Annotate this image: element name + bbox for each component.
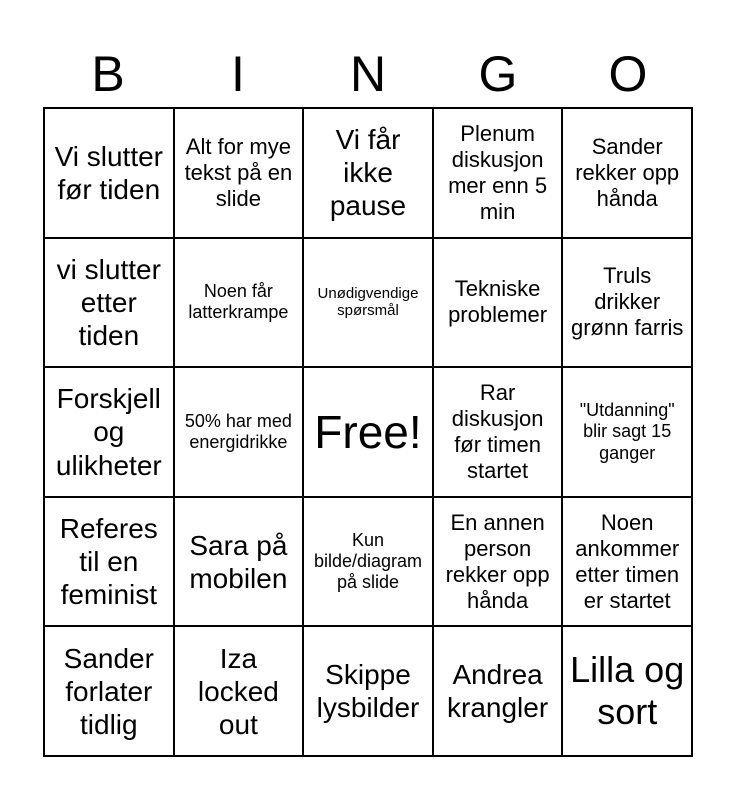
bingo-cell[interactable] (303, 108, 433, 238)
cell-text: Andrea krangler (447, 659, 549, 724)
cell-text: Sara på mobilen (189, 529, 288, 594)
bingo-cell[interactable] (44, 367, 174, 497)
bingo-cell[interactable] (174, 497, 304, 627)
bingo-cell[interactable] (562, 497, 692, 627)
cell-text: Noen ankommer etter timen er startet (575, 509, 680, 613)
cell-text: Alt for mye tekst på en slide (184, 133, 293, 211)
cell-text: Skippe lysbilder (316, 659, 420, 724)
header-letter-i: I (231, 46, 245, 102)
bingo-cell[interactable] (433, 238, 563, 368)
free-space-cell[interactable] (303, 367, 433, 497)
bingo-cell[interactable] (44, 238, 174, 368)
cell-text: Sander forlater tidlig (63, 642, 154, 740)
cell-text: Referes til en feminist (59, 513, 158, 611)
header-letter-g: G (478, 46, 518, 102)
cell-text: Vi slutter før tiden (54, 140, 163, 205)
cell-text: Iza locked out (197, 642, 279, 740)
bingo-cell[interactable] (44, 108, 174, 238)
cell-text: Truls drikker grønn farris (570, 263, 684, 341)
bingo-cell[interactable] (433, 497, 563, 627)
bingo-cell[interactable] (174, 626, 304, 756)
bingo-cell[interactable] (44, 497, 174, 627)
cell-text: Forskjell og ulikheter (55, 383, 162, 481)
header-letter-o: O (608, 46, 648, 102)
cell-text: En annen person rekker opp hånda (445, 509, 550, 613)
cell-text: Vi får ikke pause (329, 124, 407, 222)
bingo-cell[interactable] (174, 108, 304, 238)
bingo-cell[interactable] (174, 238, 304, 368)
bingo-cell[interactable] (562, 367, 692, 497)
bingo-header (43, 40, 693, 108)
bingo-cell[interactable] (44, 626, 174, 756)
cell-text: Plenum diskusjon mer enn 5 min (448, 120, 548, 224)
bingo-cell[interactable] (433, 626, 563, 756)
header-letter-b: B (91, 46, 125, 102)
cell-text: Noen får latterkrampe (188, 281, 289, 323)
header-letter-n: N (349, 46, 387, 102)
cell-text: 50% har med energidrikke (184, 410, 292, 452)
cell-text: Unødigvendige spørsmål (317, 284, 419, 320)
bingo-board (43, 107, 693, 757)
bingo-cell[interactable] (303, 497, 433, 627)
bingo-cell[interactable] (303, 238, 433, 368)
bingo-cell[interactable] (562, 626, 692, 756)
bingo-cell[interactable] (303, 626, 433, 756)
cell-text: Rar diskusjon før timen startet (451, 380, 544, 483)
cell-text: Kun bilde/diagram på slide (313, 529, 423, 593)
cell-text: Free! (314, 405, 422, 458)
bingo-cell[interactable] (433, 367, 563, 497)
cell-text: "Utdanning" blir sagt 15 ganger (579, 400, 675, 463)
cell-text: vi slutter etter tiden (56, 253, 161, 351)
cell-text: Tekniske problemer (448, 276, 548, 328)
cell-text: Lilla og sort (570, 648, 685, 733)
bingo-cell[interactable] (433, 108, 563, 238)
bingo-cell[interactable] (562, 108, 692, 238)
cell-text: Sander rekker opp hånda (575, 133, 680, 211)
bingo-cell[interactable] (562, 238, 692, 368)
bingo-cell[interactable] (174, 367, 304, 497)
